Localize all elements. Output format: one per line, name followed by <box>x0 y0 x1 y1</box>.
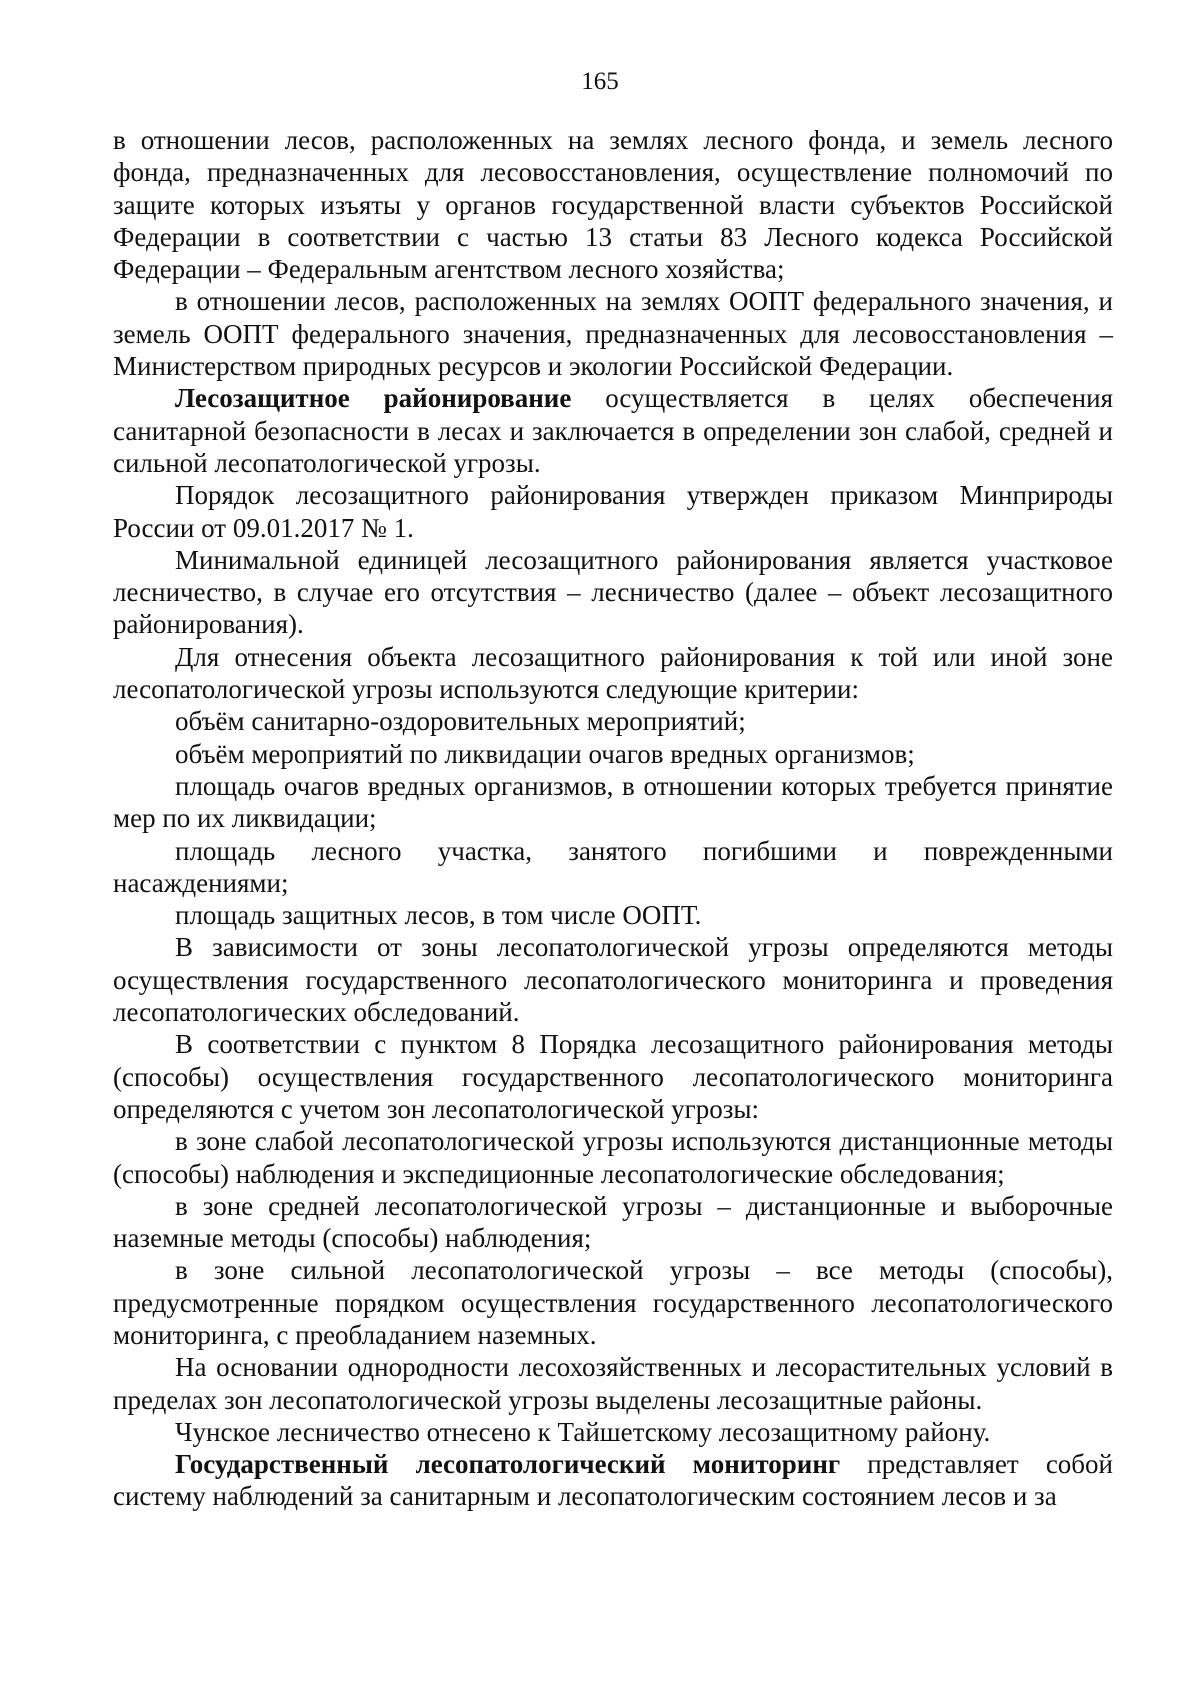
paragraph-6 <box>113 641 1113 706</box>
zone-weak-item-text: в зоне слабой лесопатологической угрозы используются дистанционные методы (способы) наблюдения и экспедиционные лесопатологические обследования; <box>113 1126 1113 1189</box>
zone-strong-item <box>113 1254 1113 1351</box>
paragraph-5-text: Минимальной единицей лесозащитного районирования является участковое лесничество, в случае его отсутствия – лесничество (далее – объект лесозащитного районирования). <box>113 544 1113 640</box>
criteria-item-4 <box>113 835 1113 900</box>
paragraph-2-text: в отношении лесов, расположенных на землях ООПТ федерального значения, и земель ООПТ федерального значения, предназначенных для лесовосстановления – Министерством природных ресурсов и экологии Российской Федерации. <box>113 286 1113 382</box>
paragraph-11-text: представляет собой систему наблюдений за санитарным и лесопатологическим состоянием лесов и за <box>113 1449 1113 1512</box>
paragraph-4-text: Порядок лесозащитного районирования утвержден приказом Минприроды России от 09.01.2017 № 1. <box>113 480 1113 543</box>
paragraph-9-text: На основании однородности лесохозяйственных и лесорастительных условий в пределах зон лесопатологической угрозы выделены лесозащитные районы. <box>113 1352 1113 1415</box>
paragraph-7 <box>113 931 1113 1028</box>
criteria-item-2-text: объём мероприятий по ликвидации очагов вредных организмов; <box>175 738 915 769</box>
paragraph-10-text: Чунское лесничество отнесено к Тайшетскому лесозащитному району. <box>175 1416 991 1447</box>
paragraph-11 <box>113 1448 1113 1513</box>
paragraph-7-text: В зависимости от зоны лесопатологической угрозы определяются методы осуществления государственного лесопатологического мониторинга и проведения лесопатологических обследований. <box>113 932 1113 1028</box>
paragraph-2 <box>113 285 1113 382</box>
paragraph-5 <box>113 544 1113 641</box>
paragraph-8-text: В соответствии с пунктом 8 Порядка лесозащитного районирования методы (способы) осуществления государственного лесопатологического мониторинга определяются с учетом зон лесопатологической угрозы: <box>113 1029 1113 1124</box>
document-body <box>113 124 1113 1513</box>
term-forest-protection-zoning: Лесозащитное районирование <box>175 383 572 414</box>
criteria-item-4-text: площадь лесного участка, занятого погибшими и поврежденными насаждениями; <box>113 835 1113 898</box>
page-number: 165 <box>581 68 619 95</box>
paragraph-3 <box>113 382 1113 479</box>
paragraph-4 <box>113 479 1113 544</box>
criteria-item-5 <box>113 899 1113 931</box>
criteria-item-2 <box>113 738 1113 770</box>
criteria-item-3 <box>113 770 1113 835</box>
zone-medium-item-text: в зоне средней лесопатологической угрозы – дистанционные и выборочные наземные методы (способы) наблюдения; <box>113 1190 1113 1254</box>
paragraph-1-text: в отношении лесов, расположенных на землях лесного фонда, и земель лесного фонда, предназначенных для лесовосстановления, осуществление полномочий по защите которых изъяты у органов государственной власти субъектов Российской Федерации в соответствии с частью 13 статьи 83 Лесного кодекса Российской Федерации – Федеральным агентством лесного хозяйства; <box>113 125 1113 285</box>
term-state-forest-pathology-monitoring: Государственный лесопатологический мониторинг <box>175 1449 841 1480</box>
zone-medium-item <box>113 1190 1113 1255</box>
paragraph-6-text: Для отнесения объекта лесозащитного районирования к той или иной зоне лесопатологической угрозы используются следующие критерии: <box>113 641 1113 705</box>
criteria-item-1 <box>113 705 1113 737</box>
zone-weak-item <box>113 1125 1113 1190</box>
criteria-item-5-text: площадь защитных лесов, в том числе ООПТ. <box>175 900 702 931</box>
paragraph-10 <box>113 1416 1113 1448</box>
criteria-item-1-text: объём санитарно-оздоровительных мероприятий; <box>175 706 746 737</box>
paragraph-1 <box>113 124 1113 285</box>
paragraph-9 <box>113 1351 1113 1416</box>
paragraph-3-text: осуществляется в целях обеспечения санитарной безопасности в лесах и заключается в определении зон слабой, средней и сильной лесопатологической угрозы. <box>113 383 1113 478</box>
criteria-item-3-text: площадь очагов вредных организмов, в отношении которых требуется принятие мер по их ликвидации; <box>113 770 1113 834</box>
zone-strong-item-text: в зоне сильной лесопатологической угрозы – все методы (способы), предусмотренные порядком осуществления государственного лесопатологического мониторинга, с преобладанием наземных. <box>113 1255 1113 1350</box>
paragraph-8 <box>113 1028 1113 1125</box>
